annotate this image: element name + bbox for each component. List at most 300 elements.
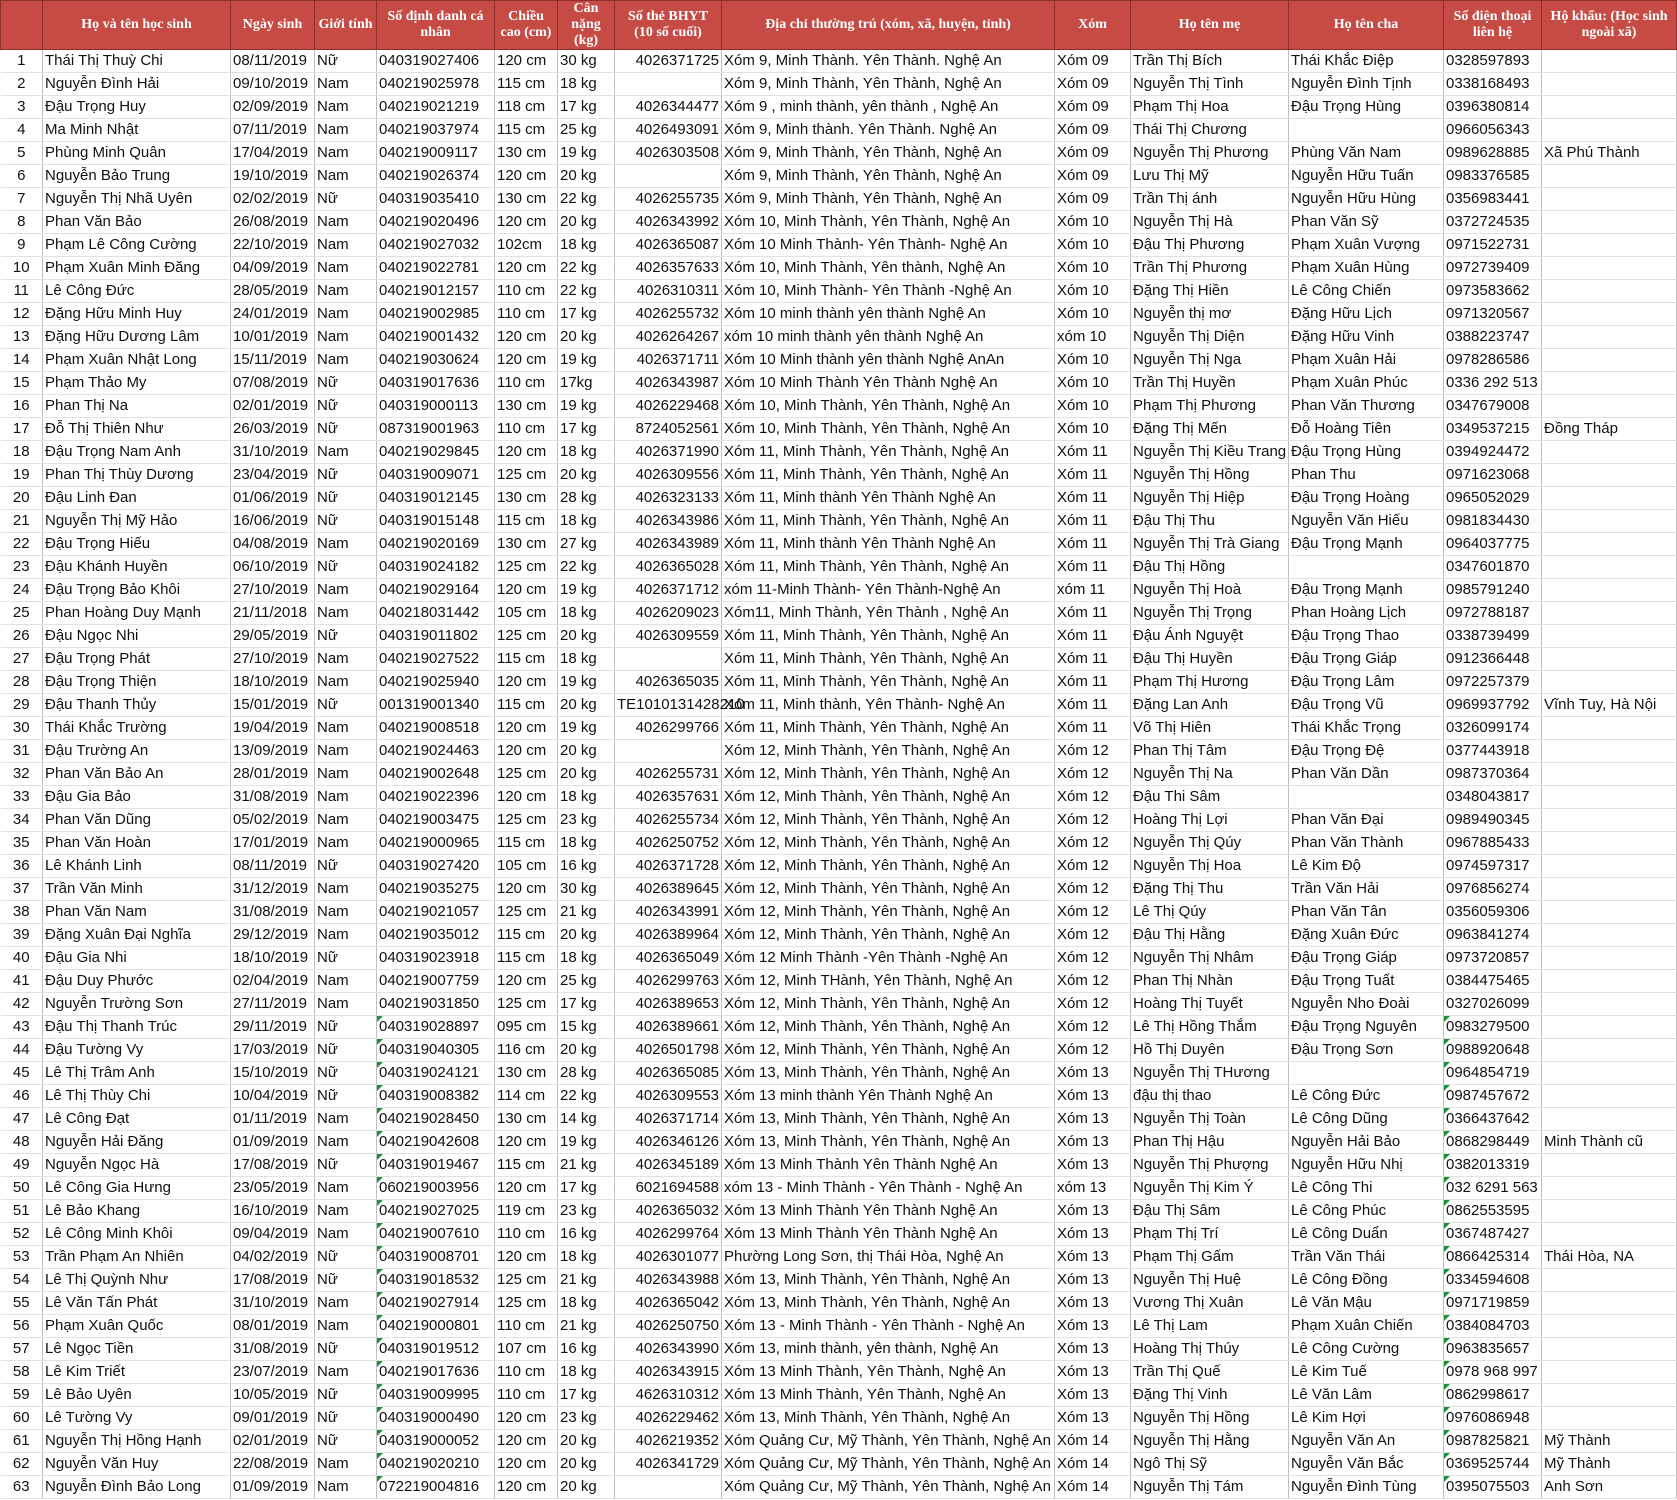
- height-cell[interactable]: 120 cm: [495, 50, 558, 73]
- student-name-cell[interactable]: Lê Văn Tấn Phát: [43, 1292, 231, 1315]
- address-cell[interactable]: Xóm 10 Minh Thành- Yên Thành- Nghệ An: [722, 234, 1055, 257]
- height-cell[interactable]: 125 cm: [495, 993, 558, 1016]
- weight-cell[interactable]: 21 kg: [558, 1315, 615, 1338]
- phone-cell[interactable]: 0963835657: [1444, 1338, 1542, 1361]
- mother-name-cell[interactable]: Nguyễn Thị Tình: [1131, 73, 1289, 96]
- birth-date-cell[interactable]: 31/10/2019: [231, 441, 315, 464]
- address-cell[interactable]: Xóm 13 Minh Thành, Yên Thành, Nghệ An: [722, 1361, 1055, 1384]
- birth-date-cell[interactable]: 01/09/2019: [231, 1476, 315, 1499]
- mother-name-cell[interactable]: Đậu Thị Sâm: [1131, 1200, 1289, 1223]
- father-name-cell[interactable]: Đậu Trọng Nguyên: [1289, 1016, 1444, 1039]
- weight-cell[interactable]: 20 kg: [558, 625, 615, 648]
- gender-cell[interactable]: Nam: [315, 142, 377, 165]
- personal-id-cell[interactable]: 040319008382: [377, 1085, 495, 1108]
- row-index[interactable]: 42: [1, 993, 43, 1016]
- phone-cell[interactable]: 0972257379: [1444, 671, 1542, 694]
- weight-cell[interactable]: 17kg: [558, 372, 615, 395]
- household-cell[interactable]: [1542, 993, 1677, 1016]
- gender-cell[interactable]: Nam: [315, 1315, 377, 1338]
- gender-cell[interactable]: Nữ: [315, 188, 377, 211]
- student-name-cell[interactable]: Lê Ngọc Tiền: [43, 1338, 231, 1361]
- address-cell[interactable]: Xóm Quảng Cư, Mỹ Thành, Yên Thành, Nghệ An: [722, 1476, 1055, 1499]
- phone-cell[interactable]: 0384084703: [1444, 1315, 1542, 1338]
- row-index[interactable]: 49: [1, 1154, 43, 1177]
- student-name-cell[interactable]: Đậu Thị Thanh Trúc: [43, 1016, 231, 1039]
- insurance-card-cell[interactable]: 4026341729: [615, 1453, 722, 1476]
- household-cell[interactable]: [1542, 671, 1677, 694]
- height-cell[interactable]: 120 cm: [495, 1246, 558, 1269]
- insurance-card-cell[interactable]: 4026371725: [615, 50, 722, 73]
- weight-cell[interactable]: 19 kg: [558, 349, 615, 372]
- household-cell[interactable]: [1542, 556, 1677, 579]
- phone-cell[interactable]: 0985791240: [1444, 579, 1542, 602]
- row-index[interactable]: 41: [1, 970, 43, 993]
- father-name-cell[interactable]: Nguyễn Văn An: [1289, 1430, 1444, 1453]
- mother-name-cell[interactable]: Nguyễn Thị Nga: [1131, 349, 1289, 372]
- address-cell[interactable]: xóm 11-Minh Thành- Yên Thành-Nghệ An: [722, 579, 1055, 602]
- row-index[interactable]: 46: [1, 1085, 43, 1108]
- hamlet-cell[interactable]: Xóm 14: [1055, 1453, 1131, 1476]
- hamlet-cell[interactable]: Xóm 13: [1055, 1384, 1131, 1407]
- household-cell[interactable]: [1542, 1361, 1677, 1384]
- hamlet-cell[interactable]: Xóm 11: [1055, 694, 1131, 717]
- personal-id-cell[interactable]: 040219027025: [377, 1200, 495, 1223]
- row-index[interactable]: 16: [1, 395, 43, 418]
- phone-cell[interactable]: 0966056343: [1444, 119, 1542, 142]
- hamlet-cell[interactable]: Xóm 12: [1055, 1016, 1131, 1039]
- hamlet-cell[interactable]: Xóm 09: [1055, 165, 1131, 188]
- address-cell[interactable]: Xóm 10, Minh Thành, Yên Thành, Nghệ An: [722, 395, 1055, 418]
- gender-cell[interactable]: Nữ: [315, 625, 377, 648]
- birth-date-cell[interactable]: 02/02/2019: [231, 188, 315, 211]
- personal-id-cell[interactable]: 040219000801: [377, 1315, 495, 1338]
- household-cell[interactable]: [1542, 1223, 1677, 1246]
- hamlet-cell[interactable]: Xóm 09: [1055, 73, 1131, 96]
- personal-id-cell[interactable]: 040319027406: [377, 50, 495, 73]
- gender-cell[interactable]: Nam: [315, 165, 377, 188]
- height-cell[interactable]: 115 cm: [495, 924, 558, 947]
- height-cell[interactable]: 130 cm: [495, 188, 558, 211]
- birth-date-cell[interactable]: 29/11/2019: [231, 1016, 315, 1039]
- weight-cell[interactable]: 22 kg: [558, 280, 615, 303]
- address-cell[interactable]: Xóm 11, Minh Thành, Yên Thành, Nghệ An: [722, 625, 1055, 648]
- household-cell[interactable]: [1542, 924, 1677, 947]
- height-cell[interactable]: 110 cm: [495, 303, 558, 326]
- phone-cell[interactable]: 0395075503: [1444, 1476, 1542, 1499]
- household-cell[interactable]: [1542, 625, 1677, 648]
- insurance-card-cell[interactable]: 4026365085: [615, 1062, 722, 1085]
- personal-id-cell[interactable]: 040219042608: [377, 1131, 495, 1154]
- personal-id-cell[interactable]: 040219037974: [377, 119, 495, 142]
- mother-name-cell[interactable]: Hoàng Thị Lợi: [1131, 809, 1289, 832]
- student-name-cell[interactable]: Đậu Linh Đan: [43, 487, 231, 510]
- hamlet-cell[interactable]: Xóm 13: [1055, 1292, 1131, 1315]
- household-cell[interactable]: Thái Hòa, NA: [1542, 1246, 1677, 1269]
- height-cell[interactable]: 130 cm: [495, 395, 558, 418]
- height-cell[interactable]: 120 cm: [495, 786, 558, 809]
- father-name-cell[interactable]: Lê Công Duẩn: [1289, 1223, 1444, 1246]
- household-cell[interactable]: [1542, 372, 1677, 395]
- mother-name-cell[interactable]: Nguyễn Thị Hồng: [1131, 1407, 1289, 1430]
- gender-cell[interactable]: Nam: [315, 73, 377, 96]
- insurance-card-cell[interactable]: 8724052561: [615, 418, 722, 441]
- gender-cell[interactable]: Nữ: [315, 1430, 377, 1453]
- phone-cell[interactable]: 0326099174: [1444, 717, 1542, 740]
- row-index[interactable]: 14: [1, 349, 43, 372]
- birth-date-cell[interactable]: 02/04/2019: [231, 970, 315, 993]
- personal-id-cell[interactable]: 040319019467: [377, 1154, 495, 1177]
- insurance-card-cell[interactable]: 4026493091: [615, 119, 722, 142]
- weight-cell[interactable]: 28 kg: [558, 1062, 615, 1085]
- personal-id-cell[interactable]: 040219007610: [377, 1223, 495, 1246]
- insurance-card-cell[interactable]: 4026301077: [615, 1246, 722, 1269]
- row-index[interactable]: 36: [1, 855, 43, 878]
- birth-date-cell[interactable]: 31/12/2019: [231, 878, 315, 901]
- hamlet-cell[interactable]: Xóm 10: [1055, 234, 1131, 257]
- insurance-card-cell[interactable]: 4026365035: [615, 671, 722, 694]
- household-cell[interactable]: [1542, 947, 1677, 970]
- weight-cell[interactable]: 23 kg: [558, 1407, 615, 1430]
- birth-date-cell[interactable]: 08/11/2019: [231, 50, 315, 73]
- insurance-card-cell[interactable]: 4026371728: [615, 855, 722, 878]
- row-index[interactable]: 19: [1, 464, 43, 487]
- household-header[interactable]: Hộ khẩu: (Học sinh ngoài xã): [1542, 1, 1677, 50]
- hamlet-cell[interactable]: Xóm 11: [1055, 717, 1131, 740]
- personal-id-cell[interactable]: 040219020169: [377, 533, 495, 556]
- gender-cell[interactable]: Nữ: [315, 855, 377, 878]
- household-cell[interactable]: [1542, 832, 1677, 855]
- row-index[interactable]: 61: [1, 1430, 43, 1453]
- mother-name-cell[interactable]: Nguyễn Thị Trọng: [1131, 602, 1289, 625]
- phone-cell[interactable]: 0978286586: [1444, 349, 1542, 372]
- row-index[interactable]: 20: [1, 487, 43, 510]
- insurance-card-cell[interactable]: 4026250752: [615, 832, 722, 855]
- gender-cell[interactable]: Nam: [315, 303, 377, 326]
- student-name-cell[interactable]: Lê Bảo Khang: [43, 1200, 231, 1223]
- father-name-cell[interactable]: Lê Kim Hợi: [1289, 1407, 1444, 1430]
- insurance-card-cell[interactable]: 4026357631: [615, 786, 722, 809]
- student-name-cell[interactable]: Đặng Xuân Đại Nghĩa: [43, 924, 231, 947]
- hamlet-cell[interactable]: xóm 10: [1055, 326, 1131, 349]
- mother-name-cell[interactable]: Phạm Thị Hoa: [1131, 96, 1289, 119]
- birth-date-cell[interactable]: 26/03/2019: [231, 418, 315, 441]
- household-cell[interactable]: Anh Sơn: [1542, 1476, 1677, 1499]
- student-name-cell[interactable]: Lê Kim Triết: [43, 1361, 231, 1384]
- row-index[interactable]: 34: [1, 809, 43, 832]
- household-cell[interactable]: [1542, 1269, 1677, 1292]
- father-name-cell[interactable]: Đậu Trọng Thao: [1289, 625, 1444, 648]
- birth-date-cell[interactable]: 09/01/2019: [231, 1407, 315, 1430]
- height-cell[interactable]: 125 cm: [495, 1269, 558, 1292]
- row-index[interactable]: 29: [1, 694, 43, 717]
- phone-cell[interactable]: 0987825821: [1444, 1430, 1542, 1453]
- student-name-cell[interactable]: Nguyễn Đình Bảo Long: [43, 1476, 231, 1499]
- phone-cell[interactable]: 0366437642: [1444, 1108, 1542, 1131]
- weight-cell[interactable]: 19 kg: [558, 142, 615, 165]
- phone-cell[interactable]: 0862553595: [1444, 1200, 1542, 1223]
- height-cell[interactable]: 125 cm: [495, 556, 558, 579]
- father-name-cell[interactable]: Lê Công Cường: [1289, 1338, 1444, 1361]
- mother-name-cell[interactable]: Hồ Thị Duyên: [1131, 1039, 1289, 1062]
- personal-id-cell[interactable]: 040319024121: [377, 1062, 495, 1085]
- address-cell[interactable]: Xóm 12, Minh Thành, Yên Thành, Nghệ An: [722, 809, 1055, 832]
- insurance-card-cell[interactable]: [615, 740, 722, 763]
- row-index[interactable]: 10: [1, 257, 43, 280]
- hamlet-cell[interactable]: Xóm 10: [1055, 372, 1131, 395]
- father-name-cell[interactable]: Nguyễn Văn Bắc: [1289, 1453, 1444, 1476]
- address-cell[interactable]: Xóm 12, Minh Thành, Yên Thành, Nghệ An: [722, 740, 1055, 763]
- birth-date-cell[interactable]: 23/05/2019: [231, 1177, 315, 1200]
- student-name-cell[interactable]: Phạm Xuân Minh Đăng: [43, 257, 231, 280]
- insurance-card-cell[interactable]: 4026343988: [615, 1269, 722, 1292]
- hamlet-cell[interactable]: Xóm 09: [1055, 96, 1131, 119]
- household-cell[interactable]: [1542, 1384, 1677, 1407]
- weight-cell[interactable]: 16 kg: [558, 1223, 615, 1246]
- personal-id-cell[interactable]: 087319001963: [377, 418, 495, 441]
- phone-cell[interactable]: 0965052029: [1444, 487, 1542, 510]
- row-index[interactable]: 30: [1, 717, 43, 740]
- height-cell[interactable]: 120 cm: [495, 349, 558, 372]
- height-cell[interactable]: 105 cm: [495, 855, 558, 878]
- address-cell[interactable]: Xóm 13, minh thành, yên thành, Nghệ An: [722, 1338, 1055, 1361]
- household-cell[interactable]: [1542, 50, 1677, 73]
- household-cell[interactable]: [1542, 257, 1677, 280]
- weight-cell[interactable]: 18 kg: [558, 1361, 615, 1384]
- address-cell[interactable]: Xóm 9, Minh thành. Yên Thành. Nghệ An: [722, 119, 1055, 142]
- address-cell[interactable]: Xóm 10, Minh Thành- Yên Thành -Nghệ An: [722, 280, 1055, 303]
- row-index[interactable]: 39: [1, 924, 43, 947]
- address-cell[interactable]: Xóm 12, Minh Thành, Yên Thành, Nghệ An: [722, 878, 1055, 901]
- height-cell[interactable]: 118 cm: [495, 96, 558, 119]
- student-name-cell[interactable]: Phan Văn Bảo: [43, 211, 231, 234]
- row-index[interactable]: 4: [1, 119, 43, 142]
- personal-id-cell[interactable]: 040319009995: [377, 1384, 495, 1407]
- weight-cell[interactable]: 21 kg: [558, 901, 615, 924]
- height-cell[interactable]: 110 cm: [495, 418, 558, 441]
- height-cell[interactable]: 120 cm: [495, 165, 558, 188]
- hamlet-cell[interactable]: Xóm 10: [1055, 349, 1131, 372]
- household-cell[interactable]: [1542, 1154, 1677, 1177]
- household-cell[interactable]: Vĩnh Tuy, Hà Nội: [1542, 694, 1677, 717]
- hamlet-cell[interactable]: Xóm 09: [1055, 188, 1131, 211]
- row-index[interactable]: 27: [1, 648, 43, 671]
- father-name-cell[interactable]: Đậu Trọng Hùng: [1289, 441, 1444, 464]
- hamlet-cell[interactable]: Xóm 13: [1055, 1223, 1131, 1246]
- student-name-cell[interactable]: Lê Công Minh Khôi: [43, 1223, 231, 1246]
- insurance-card-cell[interactable]: 4026343991: [615, 901, 722, 924]
- mother-name-cell[interactable]: Lê Thị Hồng Thắm: [1131, 1016, 1289, 1039]
- weight-cell[interactable]: 16 kg: [558, 1338, 615, 1361]
- gender-cell[interactable]: Nam: [315, 717, 377, 740]
- address-cell[interactable]: Xóm 13, Minh Thành, Yên Thành, Nghệ An: [722, 1292, 1055, 1315]
- household-cell[interactable]: [1542, 234, 1677, 257]
- gender-cell[interactable]: Nữ: [315, 372, 377, 395]
- row-index[interactable]: 31: [1, 740, 43, 763]
- gender-cell[interactable]: Nữ: [315, 50, 377, 73]
- personal-id-cell[interactable]: 040219029164: [377, 579, 495, 602]
- mother-name-cell[interactable]: Hoàng Thị Tuyết: [1131, 993, 1289, 1016]
- phone-cell[interactable]: 0382013319: [1444, 1154, 1542, 1177]
- height-cell[interactable]: 120 cm: [495, 441, 558, 464]
- household-cell[interactable]: [1542, 602, 1677, 625]
- row-index[interactable]: 5: [1, 142, 43, 165]
- hamlet-cell[interactable]: Xóm 13: [1055, 1338, 1131, 1361]
- hamlet-cell[interactable]: Xóm 11: [1055, 671, 1131, 694]
- height-cell[interactable]: 125 cm: [495, 625, 558, 648]
- birth-date-cell[interactable]: 02/09/2019: [231, 96, 315, 119]
- row-index[interactable]: 9: [1, 234, 43, 257]
- insurance-card-cell[interactable]: 4026343915: [615, 1361, 722, 1384]
- row-index[interactable]: 17: [1, 418, 43, 441]
- height-cell[interactable]: 125 cm: [495, 809, 558, 832]
- weight-cell[interactable]: 30 kg: [558, 50, 615, 73]
- father-name-cell[interactable]: Đậu Trọng Tuất: [1289, 970, 1444, 993]
- hamlet-cell[interactable]: Xóm 12: [1055, 740, 1131, 763]
- mother-name-cell[interactable]: Phan Thị Nhàn: [1131, 970, 1289, 993]
- personal-id-cell[interactable]: 040319018532: [377, 1269, 495, 1292]
- address-cell[interactable]: Xóm Quảng Cư, Mỹ Thành, Yên Thành, Nghệ An: [722, 1430, 1055, 1453]
- birth-date-cell[interactable]: 04/09/2019: [231, 257, 315, 280]
- father-name-cell[interactable]: [1289, 1062, 1444, 1085]
- height-cell[interactable]: 114 cm: [495, 1085, 558, 1108]
- weight-cell[interactable]: 22 kg: [558, 188, 615, 211]
- weight-cell[interactable]: 18 kg: [558, 1292, 615, 1315]
- hamlet-cell[interactable]: Xóm 11: [1055, 648, 1131, 671]
- row-index[interactable]: 62: [1, 1453, 43, 1476]
- height-cell[interactable]: 120 cm: [495, 1407, 558, 1430]
- weight-cell[interactable]: 21 kg: [558, 1269, 615, 1292]
- address-cell[interactable]: Xóm 12, Minh Thành, Yên Thành, Nghệ An: [722, 1039, 1055, 1062]
- hamlet-cell[interactable]: Xóm 14: [1055, 1476, 1131, 1499]
- address-cell[interactable]: Xóm 12, Minh Thành, Yên Thành, Nghệ An: [722, 993, 1055, 1016]
- gender-cell[interactable]: Nam: [315, 740, 377, 763]
- student-name-cell[interactable]: Phạm Xuân Quốc: [43, 1315, 231, 1338]
- weight-cell[interactable]: 21 kg: [558, 1154, 615, 1177]
- address-cell[interactable]: Xóm 10, Minh Thành, Yên Thành, Nghệ An: [722, 211, 1055, 234]
- address-cell[interactable]: xóm 10 minh thành yên thành Nghệ An: [722, 326, 1055, 349]
- household-cell[interactable]: [1542, 1177, 1677, 1200]
- personal-id-cell[interactable]: 040219028450: [377, 1108, 495, 1131]
- row-index[interactable]: 18: [1, 441, 43, 464]
- height-cell[interactable]: 115 cm: [495, 947, 558, 970]
- birth-date-cell[interactable]: 01/09/2019: [231, 1131, 315, 1154]
- household-cell[interactable]: [1542, 1315, 1677, 1338]
- hamlet-cell[interactable]: Xóm 11: [1055, 556, 1131, 579]
- student-name-cell[interactable]: Lê Công Đức: [43, 280, 231, 303]
- personal-id-cell[interactable]: 040219027032: [377, 234, 495, 257]
- student-name-cell[interactable]: Phạm Thảo My: [43, 372, 231, 395]
- mother-name-cell[interactable]: Đậu Thị Hồng: [1131, 556, 1289, 579]
- gender-cell[interactable]: Nữ: [315, 464, 377, 487]
- hamlet-cell[interactable]: Xóm 11: [1055, 510, 1131, 533]
- height-cell[interactable]: 115 cm: [495, 73, 558, 96]
- row-index[interactable]: 24: [1, 579, 43, 602]
- phone-cell[interactable]: 0394924472: [1444, 441, 1542, 464]
- student-name-cell[interactable]: Trần Phạm An Nhiên: [43, 1246, 231, 1269]
- row-index[interactable]: 8: [1, 211, 43, 234]
- student-name-cell[interactable]: Lê Khánh Linh: [43, 855, 231, 878]
- student-name-cell[interactable]: Đậu Trọng Huy: [43, 96, 231, 119]
- father-name-cell[interactable]: Lê Công Thi: [1289, 1177, 1444, 1200]
- gender-cell[interactable]: Nam: [315, 257, 377, 280]
- personal-id-cell[interactable]: 040219021057: [377, 901, 495, 924]
- student-name-cell[interactable]: Thái Khắc Trường: [43, 717, 231, 740]
- student-name-cell[interactable]: Nguyễn Thị Hồng Hạnh: [43, 1430, 231, 1453]
- father-name-cell[interactable]: Nguyễn Hữu Hùng: [1289, 188, 1444, 211]
- household-cell[interactable]: [1542, 901, 1677, 924]
- hamlet-cell[interactable]: Xóm 13: [1055, 1361, 1131, 1384]
- hamlet-cell[interactable]: Xóm 12: [1055, 947, 1131, 970]
- phone-cell[interactable]: 0983376585: [1444, 165, 1542, 188]
- household-cell[interactable]: Mỹ Thành: [1542, 1430, 1677, 1453]
- birth-date-cell[interactable]: 31/08/2019: [231, 1338, 315, 1361]
- phone-cell[interactable]: 0327026099: [1444, 993, 1542, 1016]
- father-name-cell[interactable]: Lê Văn Mậu: [1289, 1292, 1444, 1315]
- mother-name-cell[interactable]: Đặng Thị Thu: [1131, 878, 1289, 901]
- weight-cell[interactable]: 17 kg: [558, 96, 615, 119]
- father-name-cell[interactable]: Phạm Xuân Phúc: [1289, 372, 1444, 395]
- birth-date-cell[interactable]: 10/05/2019: [231, 1384, 315, 1407]
- phone-cell[interactable]: 0347601870: [1444, 556, 1542, 579]
- gender-cell[interactable]: Nam: [315, 993, 377, 1016]
- personal-id-cell[interactable]: 040319000113: [377, 395, 495, 418]
- personal-id-cell[interactable]: 040319000052: [377, 1430, 495, 1453]
- row-index[interactable]: 35: [1, 832, 43, 855]
- phone-cell[interactable]: 0348043817: [1444, 786, 1542, 809]
- personal-id-cell[interactable]: 040219002648: [377, 763, 495, 786]
- personal-id-cell[interactable]: 040219002985: [377, 303, 495, 326]
- hamlet-cell[interactable]: Xóm 11: [1055, 602, 1131, 625]
- address-cell[interactable]: Xóm 9, Minh Thành. Yên Thành. Nghệ An: [722, 50, 1055, 73]
- row-index[interactable]: 51: [1, 1200, 43, 1223]
- gender-cell[interactable]: Nam: [315, 533, 377, 556]
- student-name-cell[interactable]: Lê Bảo Uyên: [43, 1384, 231, 1407]
- phone-cell[interactable]: 0969937792: [1444, 694, 1542, 717]
- hamlet-cell[interactable]: Xóm 11: [1055, 487, 1131, 510]
- student-name-cell[interactable]: Nguyễn Ngọc Hà: [43, 1154, 231, 1177]
- phone-cell[interactable]: 0367487427: [1444, 1223, 1542, 1246]
- hamlet-cell[interactable]: Xóm 13: [1055, 1131, 1131, 1154]
- weight-cell[interactable]: 17 kg: [558, 993, 615, 1016]
- student-name-cell[interactable]: Nguyễn Hải Đăng: [43, 1131, 231, 1154]
- hamlet-cell[interactable]: Xóm 12: [1055, 878, 1131, 901]
- father-name-cell[interactable]: Đậu Trọng Hùng: [1289, 96, 1444, 119]
- birth-date-cell[interactable]: 08/11/2019: [231, 855, 315, 878]
- hamlet-cell[interactable]: Xóm 10: [1055, 257, 1131, 280]
- birth-date-cell[interactable]: 29/05/2019: [231, 625, 315, 648]
- hamlet-cell[interactable]: Xóm 12: [1055, 786, 1131, 809]
- household-cell[interactable]: [1542, 349, 1677, 372]
- gender-cell[interactable]: Nam: [315, 901, 377, 924]
- father-name-cell[interactable]: Phạm Xuân Vượng: [1289, 234, 1444, 257]
- hamlet-cell[interactable]: Xóm 12: [1055, 993, 1131, 1016]
- birth-date-cell[interactable]: 02/01/2019: [231, 395, 315, 418]
- address-cell[interactable]: xóm 13 - Minh Thành - Yên Thành - Nghệ An: [722, 1177, 1055, 1200]
- hamlet-cell[interactable]: Xóm 13: [1055, 1062, 1131, 1085]
- hamlet-cell[interactable]: Xóm 13: [1055, 1200, 1131, 1223]
- father-name-cell[interactable]: Phan Hoàng Lịch: [1289, 602, 1444, 625]
- father-name-cell[interactable]: Đặng Hữu Lịch: [1289, 303, 1444, 326]
- birth-date-cell[interactable]: 10/04/2019: [231, 1085, 315, 1108]
- address-cell[interactable]: Xóm 13, Minh Thành, Yên Thành, Nghệ An: [722, 1108, 1055, 1131]
- student-name-cell[interactable]: Phan Văn Dũng: [43, 809, 231, 832]
- phone-cell[interactable]: 0973720857: [1444, 947, 1542, 970]
- phone-cell[interactable]: 0987370364: [1444, 763, 1542, 786]
- personal-id-cell[interactable]: 001319001340: [377, 694, 495, 717]
- phone-cell[interactable]: 032 6291 563: [1444, 1177, 1542, 1200]
- student-name-cell[interactable]: Lê Thị Quỳnh Như: [43, 1269, 231, 1292]
- height-cell[interactable]: 095 cm: [495, 1016, 558, 1039]
